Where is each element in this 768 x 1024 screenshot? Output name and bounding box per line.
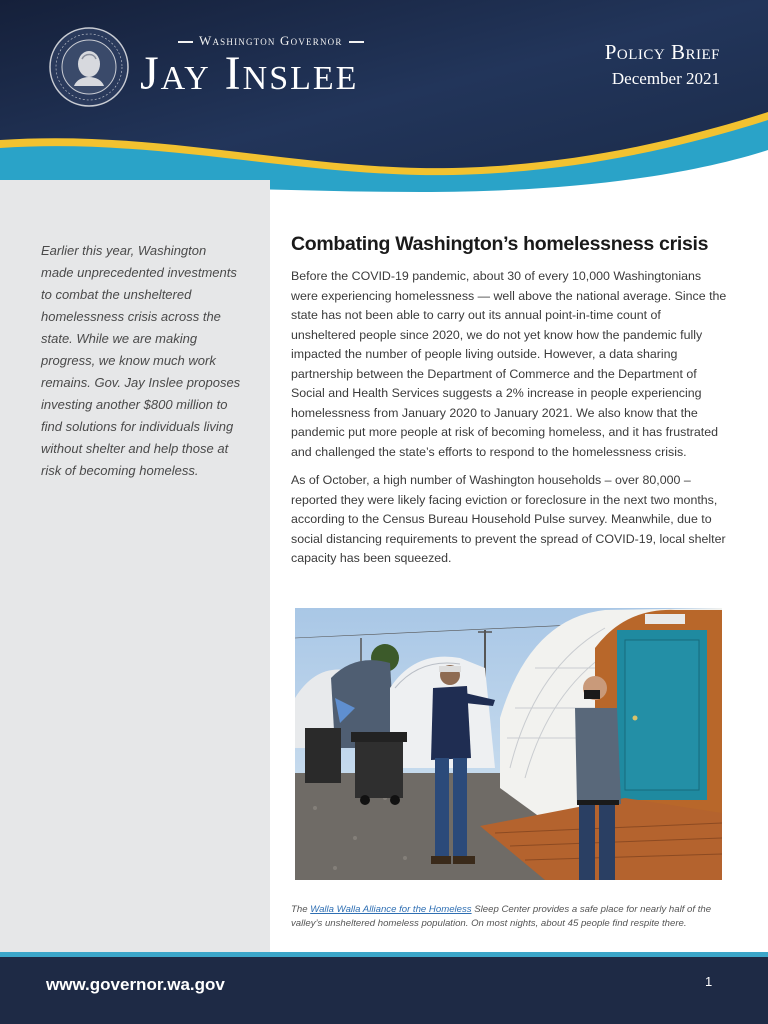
article-paragraph-2: As of October, a high number of Washington households – over 80,000 – reported they were likely facing eviction or foreclosure in the next two months, according to the Census Bureau Household Pulse survey. Meanwhile, due to social distancing requirements to prevent the spread of COVID-19, local shelter capacity has been squeezed. [291, 473, 726, 565]
page-header [0, 0, 768, 200]
sleep-center-photo [295, 608, 722, 880]
caption-link[interactable]: Walla Walla Alliance for the Homeless [310, 904, 472, 915]
kicker-dash-right [349, 41, 364, 43]
kicker-dash-left [178, 41, 193, 43]
kicker-text: Washington Governor [199, 33, 343, 48]
article-paragraph-1: Before the COVID-19 pandemic, about 30 of every 10,000 Washingtonians were experiencing homelessness — well above the national average. Since the state has not been able to carry out its annual point-in-time count of unsheltered people since 2020, we do not yet know how the pandemic fully impacted the number of people living outside. However, a data sharing partnership between the Department of Commerce and the Department of Social and Health Services suggests a 2% increase in people experiencing homelessness from January 2020 to January 2021. We also know that the pandemic put more people at risk of becoming homeless, and it has frustrated and challenged the state’s efforts to respond to the homelessness crisis. [291, 269, 727, 459]
footer-website-link[interactable]: www.governor.wa.gov [46, 975, 225, 994]
governor-name: Jay Inslee [140, 47, 359, 100]
state-seal-icon [48, 26, 130, 108]
caption-prefix: The [291, 904, 311, 915]
brief-type: Policy Brief [604, 40, 720, 64]
caption-suffix: Sleep Center provides a safe place for nearly half of the valley’s unsheltered homeless population. On most nights, about 45 people find respite there. [291, 904, 712, 929]
page-number: 1 [705, 974, 713, 989]
photo-caption [291, 903, 727, 931]
sidebar-pull-quote: Earlier this year, Washington made unprecedented investments to combat the unsheltered homelessness crisis across the state. While we are making progress, we know much work remains. Gov. Jay Inslee proposes investing another $800 million to find solutions for individuals living without shelter and help those at risk of becoming homeless. [41, 243, 241, 478]
brief-date: December 2021 [611, 69, 720, 88]
article-title: Combating Washington’s homelessness crisis [291, 233, 709, 255]
